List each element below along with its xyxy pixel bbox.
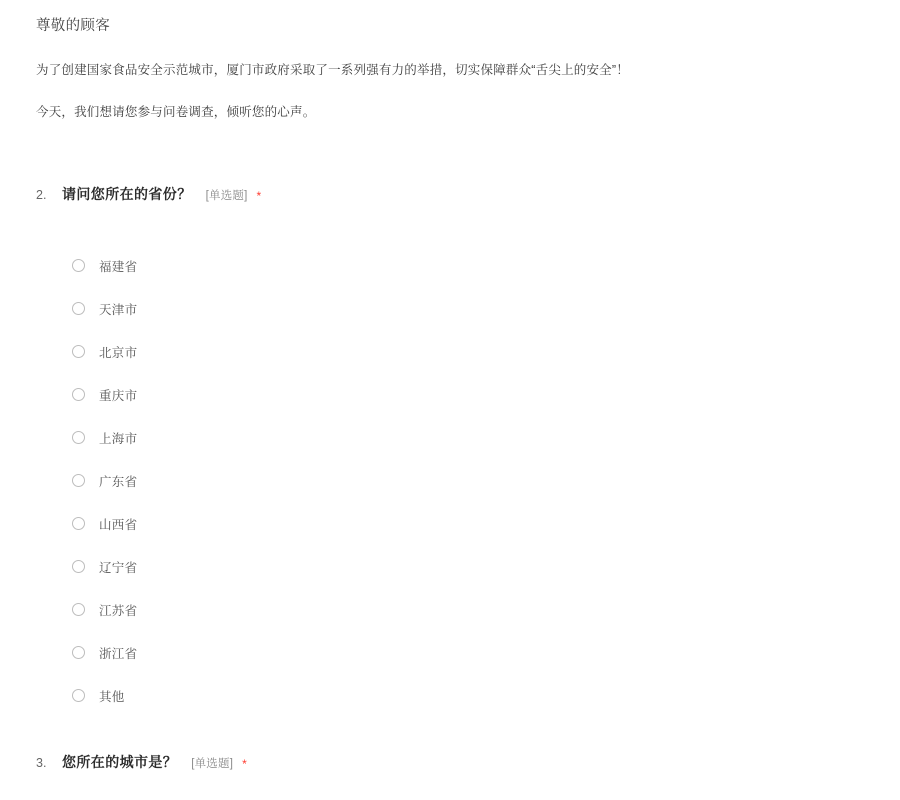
option-label: 天津市 [99,302,138,317]
option-label: 辽宁省 [99,560,138,575]
option-row[interactable] [36,416,864,459]
radio-button-icon[interactable] [72,603,85,616]
radio-button-icon[interactable] [72,689,85,702]
survey-intro [0,0,900,122]
radio-button-icon[interactable] [72,560,85,573]
option-label: 山西省 [99,517,138,532]
option-label: 上海市 [99,431,138,446]
radio-button-icon[interactable] [72,474,85,487]
option-row[interactable] [36,373,864,416]
option-row[interactable] [36,244,864,287]
option-label: 浙江省 [99,646,138,661]
question-city-required-mark: * [242,757,247,771]
option-label: 其他 [99,689,125,704]
option-label: 福建省 [99,259,138,274]
question-province-header [36,184,864,204]
radio-button-icon[interactable] [72,259,85,272]
option-row[interactable] [36,631,864,674]
radio-button-icon[interactable] [72,517,85,530]
option-row[interactable] [36,287,864,330]
question-city-header [36,752,864,772]
radio-button-icon[interactable] [72,302,85,315]
radio-button-icon[interactable] [72,646,85,659]
option-label: 广东省 [99,474,138,489]
question-city [0,752,900,772]
question-province-options [36,244,864,717]
option-label: 重庆市 [99,388,138,403]
question-province-required-mark: * [256,189,262,203]
question-city-type: [单选题] [191,758,234,770]
option-row[interactable] [36,502,864,545]
option-label: 北京市 [99,345,138,360]
option-row[interactable] [36,674,864,717]
option-row[interactable] [36,330,864,373]
intro-paragraph-1: 为了创建国家食品安全示范城市，厦门市政府采取了一系列强有力的举措，切实保障群众“舌尖上的安全”！ [36,63,629,77]
intro-title: 尊敬的顾客 [36,18,110,34]
option-row[interactable] [36,459,864,502]
intro-paragraph-2: 今天，我们想请您参与问卷调查，倾听您的心声。 [36,105,316,119]
radio-button-icon[interactable] [72,431,85,444]
question-province-type: [单选题] [205,190,248,202]
question-city-title: 您所在的城市是？ [62,754,178,770]
option-row[interactable] [36,588,864,631]
option-label: 江苏省 [99,603,138,618]
question-province [0,184,900,717]
question-province-title: 请问您所在的省份？ [62,186,192,202]
radio-button-icon[interactable] [72,345,85,358]
option-row[interactable] [36,545,864,588]
question-province-index: 2. [36,188,47,202]
question-city-index: 3. [36,756,47,770]
radio-button-icon[interactable] [72,388,85,401]
